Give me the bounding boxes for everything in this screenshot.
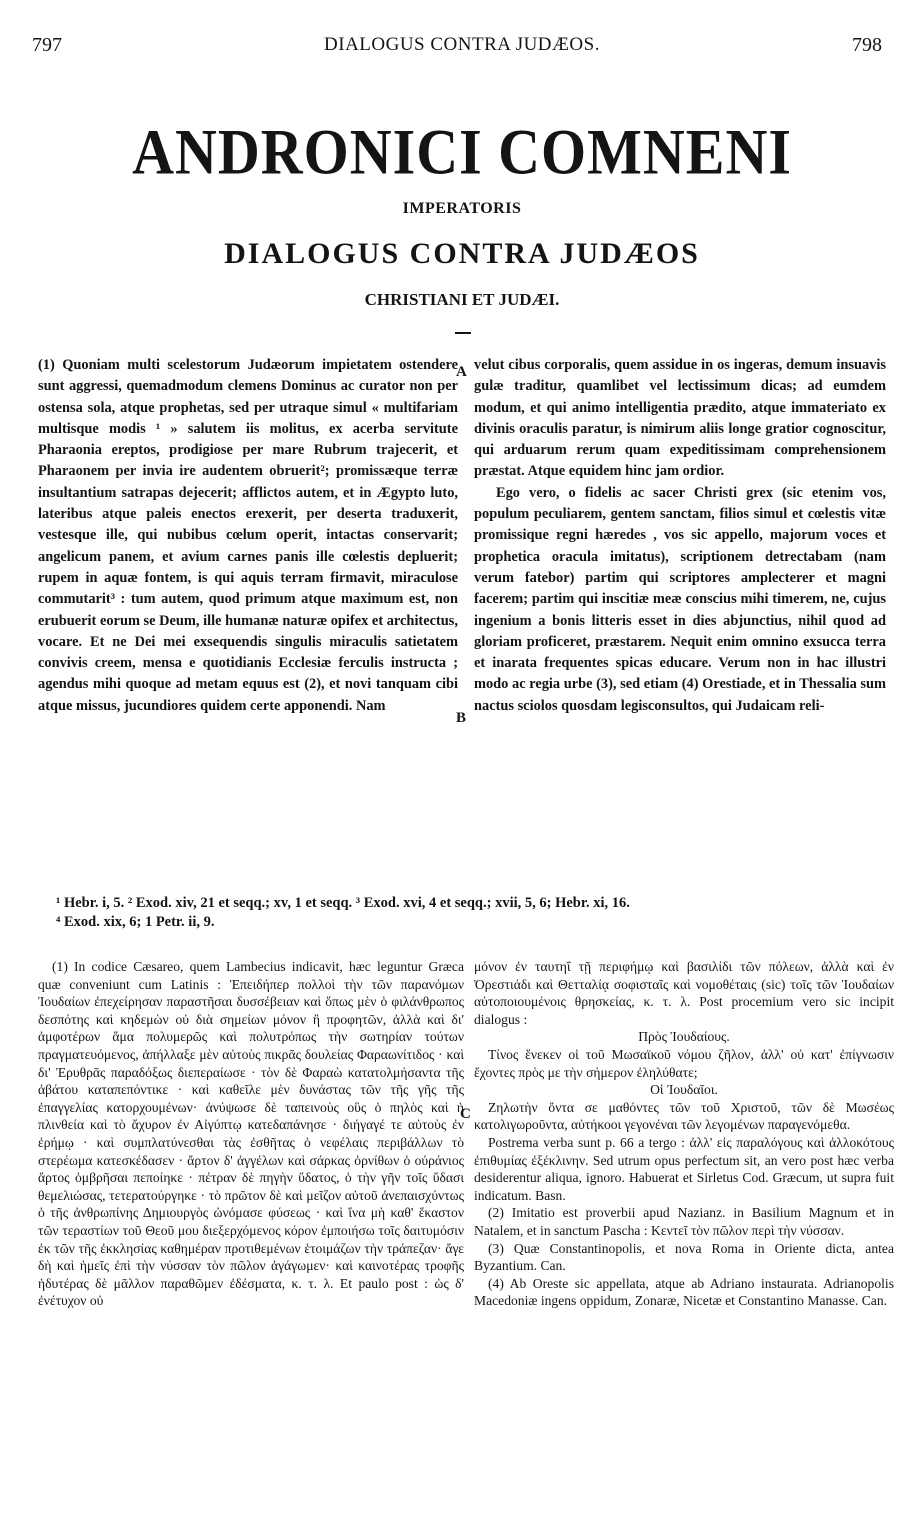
- note-4: (4) Ab Oreste sic appellata, atque ab Adriano instaurata. Adrianopolis Macedoniæ ingens oppidum, Zonaræ, Nicetæ et Constantino Manasse. Can.: [474, 1275, 894, 1309]
- subtitle-imperatoris: IMPERATORIS: [402, 200, 522, 217]
- notes-left-column: [38, 958, 464, 1310]
- dialogue-heading-pros-ioudaious: Πρὸς Ἰουδαίους.: [638, 1029, 730, 1045]
- main-paragraph-2: velut cibus corporalis, quem assidue in os ingeras, demum insuavis gulæ traditur, quamlibet vel lectissimum dicas; ad eumdem modum, et qui animo intelligentia prædito, atque immateriato ex divinis oraculis paratur, is nimirum aliis longe gratior cognoscitur, qui arduarum rerum quam expeditissimam comprehensionem præstat. Atque equidem hinc jam ordior.: [474, 357, 886, 480]
- margin-marker-c: C: [460, 1106, 471, 1122]
- dialogue-line-1: Τίνος ἕνεκεν οἱ τοῦ Μωσαϊκοῦ νόμου ζῆλον, ἀλλ' οὐ κατ' ἐπίγνωσιν ἔχοντες πρὸς με τὴν σήμερον ἐληλύθατε;: [474, 1046, 894, 1080]
- page-number-right: 798: [852, 34, 882, 56]
- notes-right-column: [474, 958, 894, 1310]
- margin-marker-a: A: [456, 364, 467, 380]
- subtitle-dialogus: DIALOGUS CONTRA JUDÆOS: [224, 237, 700, 270]
- note-1: (1) In codice Cæsareo, quem Lambecius indicavit, hæc leguntur Græca quæ conveniunt cum Latinis : Ἐπειδήπερ πολλοὶ τὴν τῶν παρανόμων Ἰουδαίων ἐπεχείρησαν παραστῆσαι δυσσέβειαν καὶ ὅπως μὲν ὁ φιλάνθρωπος δεσπότης καὶ κηδεμὼν οὐ διὰ σημείων μόνον ἢ προφητῶν, ἀλλὰ καὶ δι' ἀμφοτέρων ἅμα πολυμερῶς καὶ πολυτρόπως τὴν σωτηρίαν τούτων πραγματευόμενος, ἀπήλλαξε μὲν αὐτοὺς πικρᾶς δουλείας Φαραωνίτιδος · καὶ δι' Ἐρυθρᾶς παραδόξως διεπεραίωσε · τὸν δὲ Φαραὼ κατατολμήσαντα τῆς ἀβάτου καταπεπόντικε · καὶ καθεῖλε μὲν δυνάστας τῶν τῆς γῆς τῆς ἐπαγγελίας κατορχουμένων· ἀνύψωσε δὲ ταπεινοὺς οὓς ὁ πηλὸς καὶ ἡ πλινθεία καὶ τὸ ἄχυρον ἐν Αἰγύπτῳ κατεδαπάνησε · διήγαγέ τε αὐτοὺς ἐν ἐρήμῳ · καὶ συμπλατύνεσθαι τὰς ἐσθῆτας ὁ νεφέλαις περιβάλλων τὸ στερέωμα κατεσκέδασεν · ἄρτον δ' ἀγγέλων καὶ σάρκας ὀρνίθων ὁ οὐράνιος ἄρτος ὀμβρῆσαι πεποίηκε · πέτραν δὲ πηγὴν ὕδατος, ὁ τὴν γῆν τοῖς ὕδασι θεμελιώσας, τετερατούργηκε · τὸ πρῶτον δὲ καὶ μεῖζον αὐτοῦ ἀνεπαισχύντως ὁ τῆς ἀνθρωπίνης Δημιουργὸς ὠνόμασε φύσεως · καὶ ἵνα μὴ καθ' ἕκαστον τῶν τεραστίων τοῦ Θεοῦ μου διεξερχόμενος κόρον ἐμποιήσω τοῖς δαιτυμόσιν ἐκ τῶν τῆς ἐκκλησίας καθημέραν προτιθεμένων ἑτοιμάζων τὴν τράπεζαν· ἄγε δὴ καὶ ἡμεῖς ἐπὶ τὴν νύσσαν τὸν πῶλον ἀγάγωμεν· καὶ καινοτέρας τροφῆς ἡδυτέρας δὲ μᾶλλον παραθῶμεν ἐδέσματα, κ. τ. λ. Et paulo post : ὡς δ' ἐνέτυχον οὐ: [38, 959, 464, 1309]
- note-2: (2) Imitatio est proverbii apud Nazianz. in Basilium Magnum et in Natalem, et in sanctum Pascha : Κεντεῖ τὸν πῶλον περὶ τὴν νύσσαν.: [474, 1205, 894, 1238]
- footnote-line-1: ¹ Hebr. i, 5. ² Exod. xiv, 21 et seqq.; xv, 1 et seqq. ³ Exod. xvi, 4 et seqq.; xvii, 5, 6; Hebr. xi, 16.: [56, 895, 630, 911]
- note-postrema: Postrema verba sunt p. 66 a tergo : ἀλλ' εἰς παραλόγους καὶ ἀλλοκότους ἐπιθυμίας ἐξέκλινην. Sed utrum opus perfectum sit, an vero post hæc verba desiderentur aliqua, ignoro. Habuerat et Sirletus Cod. Græcum, ut supra fuit indicatum. Basn.: [474, 1134, 894, 1203]
- main-title: ANDRONICI COMNENI: [132, 115, 792, 188]
- main-paragraph-3: Ego vero, o fidelis ac sacer Christi grex (sic etenim vos, populum peculiarem, gentem sanctam, filios simul et cœlestis vitæ promissique regni hæredes , vos sic appello, majorum voces et prophetica oracula imitatus), scriptionem detrectabam (nam verum fatebor) partim qui scriptores amplecterer et magni facerem; partim qui inscitiæ meæ conscius mihi timerem, ne, cujus ingenium a bonis litteris esset in dies abjunctius, nihil quod ad gloriam proficeret, præstarem. Nequit enim omnino exsucca terra et inarata frequentes spicas educare. Verum non in hac illustri modo ac regia urbe (3), sed etiam (4) Orestiade, et in Thessalia sum nactus sciolos quosdam legisconsultos, qui Judaicam reli-: [474, 484, 886, 714]
- title-divider: [455, 332, 471, 334]
- dialogue-line-2: Ζηλωτὴν ὄντα σε μαθόντες τῶν τοῦ Χριστοῦ, τῶν δὲ Μωσέως κατολιγωροῦντα, αὐτήκοοι γεγονέναι τῶν λεγομένων παραγενόμεθα.: [474, 1099, 894, 1133]
- subtitle-christiani: CHRISTIANI ET JUDÆI.: [364, 290, 560, 309]
- main-text-right-column: [474, 355, 886, 717]
- note-3: (3) Quæ Constantinopolis, et nova Roma in Oriente dicta, antea Byzantium. Can.: [474, 1240, 894, 1274]
- note-1-continued: μόνον ἐν ταυτηΐ τῇ περιφήμῳ καὶ βασιλίδι τῶν πόλεων, ἀλλὰ καὶ ἐν Ὀρεστιάδι καὶ Θετταλίᾳ σοφισταῖς καὶ νομοθέταις (sic) τοῖς τῶν Ἰουδαίων αὐτοποιουμένοις θρησκείας, κ. τ. λ. Post procemium vero sic incipit dialogus :: [474, 959, 894, 1027]
- running-head: [0, 34, 924, 60]
- main-text-left-column: [38, 355, 458, 717]
- scripture-footnotes: [56, 894, 896, 932]
- footnote-line-2: ⁴ Exod. xix, 6; 1 Petr. ii, 9.: [56, 914, 215, 930]
- running-title: DIALOGUS CONTRA JUDÆOS.: [324, 34, 600, 55]
- main-paragraph-1: (1) Quoniam multi scelestorum Judæorum impietatem ostendere sunt aggressi, quemadmodum clemens Dominus ac curator non per ostensa sola, atque prophetas, sed per utraque simul « multifariam multisque modis ¹ » salutem iis molitus, ex acerba servitute Pharaonia ereptos, prodigiose per mare Rubrum trajecerit, et Pharaonem per invia ire audentem obruerit²; promissæque terræ insultantium satrapas dejecerit; afflictos autem, et in Ægypto luto, lateribus atque paleis enectos erexerit, per deserta traduxerit, vestesque ille, qui nubibus cœlum operit, intactas conservarit; angelicum panem, et avium carnes panis ille cœlestis depluerit; rupem in aquæ fontem, is qui aquis terram firmavit, miraculose commutarit³ : tum autem, quod primum atque maximum est, non erubuerit eorum se Deum, ille humanæ naturæ opifex et architectus, vocare. Et ne Dei mei exsequendis singulis miraculis satietatem convivis creem, mensa e quotidianis Ecclesiæ ferculis instructa ; agendus mihi quoque ad metam equus est (2), et novi tanquam cibi atque missus, jucundiores quidem certe apponendi. Nam: [38, 357, 458, 714]
- margin-marker-b: B: [456, 710, 467, 726]
- page-number-left: 797: [32, 34, 62, 56]
- dialogue-heading-hoi-ioudaioi: Οἱ Ἰουδαῖοι.: [650, 1082, 718, 1098]
